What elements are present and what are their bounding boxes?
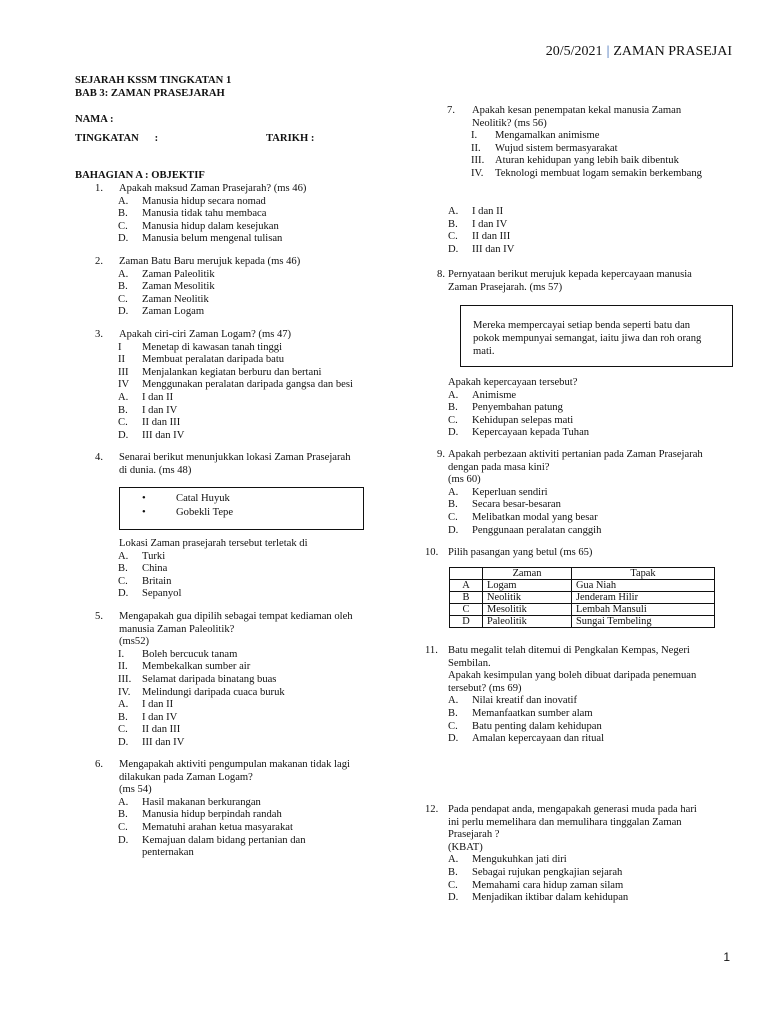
table-header-row bbox=[450, 568, 715, 580]
q6-text-line2: dilakukan pada Zaman Logam? bbox=[119, 771, 253, 783]
q8-option-text[interactable]: Kepercayaan kepada Tuhan bbox=[472, 427, 590, 439]
q3-item-label: I bbox=[118, 341, 122, 353]
q7-option-label[interactable]: A. bbox=[448, 206, 459, 217]
q4-box-item: Gobekli Tepe bbox=[176, 507, 234, 518]
table-cell-option: B bbox=[450, 592, 483, 604]
q5-option-text[interactable]: II dan III bbox=[142, 724, 181, 736]
q7-item-label: II. bbox=[471, 142, 481, 154]
q12-text-line4: (KBAT) bbox=[448, 841, 483, 853]
section-title: BAHAGIAN A : OBJEKTIF bbox=[75, 170, 205, 181]
q8-option-text[interactable]: Penyembahan patung bbox=[472, 402, 563, 414]
q5-item-text: Boleh bercucuk tanam bbox=[142, 648, 238, 660]
q8-text-line1: Pernyataan berikut merujuk kepada kepercayaan manusia bbox=[448, 269, 692, 280]
doc-line2: BAB 3: ZAMAN PRASEJARAH bbox=[75, 88, 225, 99]
q6-option-text[interactable]: Kemajuan dalam bidang pertanian dan bbox=[142, 834, 306, 846]
q3-option-text[interactable]: I dan II bbox=[142, 392, 174, 403]
table-cell-zaman: Neolitik bbox=[483, 592, 572, 604]
q4-option-label[interactable]: A. bbox=[118, 550, 129, 562]
q5-item-text: Melindungi daripada cuaca buruk bbox=[142, 686, 285, 698]
q8-option-label[interactable]: A. bbox=[448, 389, 459, 401]
q2-option-text[interactable]: Zaman Logam bbox=[142, 306, 205, 318]
q7-number: 7. bbox=[447, 105, 455, 116]
q4-text-line2: di dunia. (ms 48) bbox=[119, 464, 192, 476]
q4-location-box bbox=[119, 487, 364, 530]
table-row[interactable] bbox=[450, 592, 715, 604]
table-row[interactable] bbox=[450, 604, 715, 616]
q10-text: Pilih pasangan yang betul (ms 65) bbox=[448, 547, 593, 558]
q3-item-label: II bbox=[118, 354, 126, 366]
q12-option-text[interactable]: Sebagai rujukan pengkajian sejarah bbox=[472, 867, 623, 878]
q5-option-text[interactable]: I dan II bbox=[142, 699, 174, 711]
q12-option-label[interactable]: B. bbox=[448, 867, 458, 878]
q7-option-text[interactable]: III dan IV bbox=[472, 243, 515, 255]
q9-option-label[interactable]: D. bbox=[448, 524, 459, 536]
q9-option-text[interactable]: Keperluan sendiri bbox=[472, 486, 548, 498]
q5-number: 5. bbox=[95, 611, 103, 622]
page-number: 1 bbox=[723, 950, 730, 964]
q5-option-label[interactable]: B. bbox=[118, 711, 128, 723]
q9-option-label[interactable]: B. bbox=[448, 499, 458, 511]
q5-option-label[interactable]: C. bbox=[118, 724, 128, 736]
q3-option-label[interactable]: C. bbox=[118, 417, 128, 429]
q4-number: 4. bbox=[95, 452, 103, 463]
q11-text-line1: Batu megalit telah ditemui di Pengkalan Kempas, Negeri bbox=[448, 645, 690, 656]
q1-option-text[interactable]: Manusia hidup dalam kesejukan bbox=[142, 220, 279, 232]
page-header bbox=[546, 44, 732, 60]
q5-option-text[interactable]: III dan IV bbox=[142, 737, 185, 748]
table-cell-option: A bbox=[450, 580, 483, 592]
table-cell-tapak: Jenderam Hilir bbox=[572, 592, 715, 604]
q8-option-label[interactable]: D. bbox=[448, 427, 459, 439]
q8-box-line3: mati. bbox=[473, 346, 495, 357]
nama-label: NAMA : bbox=[75, 114, 114, 125]
q2-option-label[interactable]: A. bbox=[118, 268, 129, 280]
q6-option-text[interactable]: Mematuhi arahan ketua masyarakat bbox=[142, 822, 293, 833]
q9-option-text[interactable]: Penggunaan peralatan canggih bbox=[472, 524, 602, 536]
q3-option-text[interactable]: II dan III bbox=[142, 417, 181, 429]
q8-option-label[interactable]: C. bbox=[448, 414, 458, 426]
q4-option-label[interactable]: D. bbox=[118, 588, 129, 600]
q4-text-line1: Senarai berikut menunjukkan lokasi Zaman Prasejarah bbox=[119, 452, 351, 463]
q1-option-label[interactable]: C. bbox=[118, 220, 128, 232]
q8-statement-box bbox=[460, 305, 733, 367]
q5-text-line3: (ms52) bbox=[119, 636, 150, 648]
q11-number: 11. bbox=[425, 645, 438, 656]
q12-option-text[interactable]: Menjadikan iktibar dalam kehidupan bbox=[472, 892, 629, 904]
bullet-icon: • bbox=[142, 493, 146, 504]
q6-option-text[interactable]: Hasil makanan berkurangan bbox=[142, 796, 261, 808]
q9-option-label[interactable]: A. bbox=[448, 486, 459, 498]
q11-text-line3: Apakah kesimpulan yang boleh dibuat daripada penemuan bbox=[448, 670, 697, 682]
q7-option-text[interactable]: I dan II bbox=[472, 206, 504, 217]
q11-option-text[interactable]: Amalan kepercayaan dan ritual bbox=[472, 733, 605, 745]
q5-item-text: Selamat daripada binatang buas bbox=[142, 674, 277, 685]
q10-table bbox=[449, 567, 715, 628]
q8-option-text[interactable]: Kehidupan selepas mati bbox=[472, 414, 574, 426]
q3-item-text: Menjalankan kegiatan berburu dan bertani bbox=[142, 366, 322, 378]
q2-option-text[interactable]: Zaman Mesolitik bbox=[142, 281, 215, 293]
q4-option-text[interactable]: Britain bbox=[142, 575, 172, 587]
q12-text-line3: Prasejarah ? bbox=[448, 829, 500, 841]
q11-option-text[interactable]: Nilai kreatif dan inovatif bbox=[472, 695, 578, 707]
q12-option-label[interactable]: A. bbox=[448, 854, 459, 866]
q2-option-text[interactable]: Zaman Neolitik bbox=[142, 293, 209, 305]
q8-box-line1: Mereka mempercayai setiap benda seperti batu dan bbox=[473, 320, 691, 331]
q7-option-text[interactable]: II dan III bbox=[472, 231, 511, 243]
q12-option-text[interactable]: Mengukuhkan jati diri bbox=[472, 854, 567, 866]
q9-number: 9. bbox=[437, 449, 445, 460]
q3-option-label[interactable]: B. bbox=[118, 404, 128, 416]
q7-item-label: I. bbox=[471, 130, 478, 142]
q9-text-line3: (ms 60) bbox=[448, 474, 481, 486]
q11-text-line4: tersebut? (ms 69) bbox=[448, 682, 522, 694]
q7-item-text: Aturan kehidupan yang lebih baik dibentuk bbox=[495, 155, 679, 167]
q5-item-label: I. bbox=[118, 648, 125, 660]
q3-item-text: Menetap di kawasan tanah tinggi bbox=[142, 341, 283, 353]
q7-text-line1: Apakah kesan penempatan kekal manusia Zaman bbox=[472, 105, 682, 116]
q9-option-label[interactable]: C. bbox=[448, 512, 458, 523]
q1-option-label[interactable]: A. bbox=[118, 195, 129, 207]
q6-option-text[interactable]: Manusia hidup berpindah randah bbox=[142, 809, 282, 821]
q4-option-text[interactable]: China bbox=[142, 563, 168, 575]
q7-option-label[interactable]: B. bbox=[448, 218, 458, 230]
q1-option-text[interactable]: Manusia belum mengenal tulisan bbox=[142, 233, 283, 245]
q2-option-label[interactable]: D. bbox=[118, 306, 129, 318]
q8-option-text[interactable]: Animisme bbox=[472, 389, 517, 401]
q6-option-text-cont[interactable]: penternakan bbox=[142, 847, 194, 859]
q3-option-label[interactable]: A. bbox=[118, 392, 129, 403]
q5-text-line1: Mengapakah gua dipilih sebagai tempat kediaman oleh bbox=[119, 611, 353, 622]
q6-text-line1: Mengapakah aktiviti pengumpulan makanan tidak lagi bbox=[119, 759, 350, 770]
table-cell-tapak: Sungai Tembeling bbox=[572, 616, 715, 628]
q9-option-text[interactable]: Secara besar-besaran bbox=[472, 499, 561, 511]
q3-option-text[interactable]: III dan IV bbox=[142, 429, 185, 441]
q5-item-label: III. bbox=[118, 674, 132, 685]
table-cell-zaman: Logam bbox=[483, 580, 572, 592]
table-header-cell: Zaman bbox=[483, 568, 572, 580]
table-header-cell bbox=[450, 568, 483, 580]
q7-item-label: IV. bbox=[471, 168, 484, 179]
q4-option-text[interactable]: Turki bbox=[142, 550, 166, 562]
q5-text-line2: manusia Zaman Paleolitik? bbox=[119, 623, 235, 635]
q9-text-line2: dengan pada masa kini? bbox=[448, 461, 550, 473]
q9-option-text[interactable]: Melibatkan modal yang besar bbox=[472, 512, 598, 523]
q7-option-text[interactable]: I dan IV bbox=[472, 218, 508, 230]
q11-text-line2: Sembilan. bbox=[448, 657, 491, 669]
q6-option-label[interactable]: C. bbox=[118, 822, 128, 833]
q7-item-label: III. bbox=[471, 155, 485, 167]
q12-text-line1: Pada pendapat anda, mengapakah generasi muda pada hari bbox=[448, 804, 697, 815]
q3-item-text: Menggunakan peralatan daripada gangsa dan besi bbox=[142, 379, 353, 391]
q3-option-label[interactable]: D. bbox=[118, 429, 129, 441]
q8-box-line2: pokok mempunyai semangat, iaitu jiwa dan roh orang bbox=[473, 333, 702, 344]
q11-option-text[interactable]: Batu penting dalam kehidupan bbox=[472, 720, 602, 732]
q7-item-text: Teknologi membuat logam semakin berkembang bbox=[495, 168, 702, 179]
header-title: ZAMAN PRASEJAI bbox=[613, 44, 732, 59]
q2-option-label[interactable]: B. bbox=[118, 281, 128, 293]
q10-number: 10. bbox=[425, 547, 439, 558]
q5-option-label[interactable]: D. bbox=[118, 737, 129, 748]
q9-text-line1: Apakah perbezaan aktiviti pertanian pada Zaman Prasejarah bbox=[448, 449, 703, 460]
q1-text: Apakah maksud Zaman Prasejarah? (ms 46) bbox=[119, 183, 307, 194]
q5-option-text[interactable]: I dan IV bbox=[142, 711, 178, 723]
table-row[interactable] bbox=[450, 580, 715, 592]
q8-number: 8. bbox=[437, 269, 445, 280]
q6-number: 6. bbox=[95, 759, 103, 770]
q12-number: 12. bbox=[425, 804, 439, 815]
table-cell-option: D bbox=[450, 616, 483, 628]
q2-number: 2. bbox=[95, 256, 103, 267]
q4-box-item: Catal Huyuk bbox=[176, 493, 230, 504]
tingkatan-label: TINGKATAN : bbox=[75, 133, 159, 144]
q2-option-text[interactable]: Zaman Paleolitik bbox=[142, 268, 215, 280]
q1-option-label[interactable]: D. bbox=[118, 233, 129, 245]
bullet-icon: • bbox=[142, 507, 146, 518]
q4-option-label[interactable]: B. bbox=[118, 563, 128, 575]
q7-option-label[interactable]: D. bbox=[448, 243, 459, 255]
q4-option-text[interactable]: Sepanyol bbox=[142, 588, 182, 600]
q3-item-text: Membuat peralatan daripada batu bbox=[142, 354, 285, 366]
q4-prompt: Lokasi Zaman prasejarah tersebut terletak di bbox=[119, 538, 308, 549]
q6-option-label[interactable]: D. bbox=[118, 834, 129, 846]
q3-number: 3. bbox=[95, 329, 103, 340]
q6-option-label[interactable]: B. bbox=[118, 809, 128, 821]
header-separator: | bbox=[606, 44, 610, 59]
q8-prompt: Apakah kepercayaan tersebut? bbox=[448, 377, 578, 388]
q2-text: Zaman Batu Baru merujuk kepada (ms 46) bbox=[119, 256, 301, 267]
q7-item-text: Mengamalkan animisme bbox=[495, 130, 600, 142]
q11-option-label[interactable]: A. bbox=[448, 695, 459, 707]
q11-option-text[interactable]: Memanfaatkan sumber alam bbox=[472, 708, 593, 719]
q1-number: 1. bbox=[95, 183, 103, 194]
table-cell-option: C bbox=[450, 604, 483, 616]
table-header-cell: Tapak bbox=[572, 568, 715, 580]
q12-text-line2: ini perlu memelihara dan memulihara tinggalan Zaman bbox=[448, 816, 682, 828]
q3-item-label: IV bbox=[118, 379, 130, 391]
doc-line1: SEJARAH KSSM TINGKATAN 1 bbox=[75, 75, 232, 86]
table-cell-tapak: Lembah Mansuli bbox=[572, 604, 715, 616]
q12-option-text[interactable]: Memahami cara hidup zaman silam bbox=[472, 879, 624, 891]
table-cell-tapak: Gua Niah bbox=[572, 580, 715, 592]
q3-text: Apakah ciri-ciri Zaman Logam? (ms 47) bbox=[119, 329, 292, 340]
q12-option-label[interactable]: C. bbox=[448, 879, 458, 891]
q4-option-label[interactable]: C. bbox=[118, 575, 128, 587]
q7-text-line2: Neolitik? (ms 56) bbox=[472, 117, 547, 129]
q8-option-label[interactable]: B. bbox=[448, 402, 458, 414]
q1-option-text[interactable]: Manusia hidup secara nomad bbox=[142, 195, 266, 207]
q6-text-line3: (ms 54) bbox=[119, 784, 152, 796]
q1-option-label[interactable]: B. bbox=[118, 208, 128, 220]
q12-option-label[interactable]: D. bbox=[448, 892, 459, 904]
q11-option-label[interactable]: C. bbox=[448, 720, 458, 732]
q11-option-label[interactable]: B. bbox=[448, 708, 458, 719]
q11-option-label[interactable]: D. bbox=[448, 733, 459, 745]
q5-item-label: II. bbox=[118, 661, 128, 673]
q5-item-text: Membekalkan sumber air bbox=[142, 661, 251, 673]
q7-item-text: Wujud sistem bermasyarakat bbox=[495, 142, 618, 154]
q3-option-text[interactable]: I dan IV bbox=[142, 404, 178, 416]
q6-option-label[interactable]: A. bbox=[118, 796, 129, 808]
q3-item-label: III bbox=[118, 366, 129, 378]
q5-item-label: IV. bbox=[118, 686, 131, 698]
table-cell-zaman: Paleolitik bbox=[483, 616, 572, 628]
q7-option-label[interactable]: C. bbox=[448, 231, 458, 243]
q2-option-label[interactable]: C. bbox=[118, 293, 128, 305]
header-date: 20/5/2021 bbox=[545, 44, 603, 59]
q8-text-line2: Zaman Prasejarah. (ms 57) bbox=[448, 281, 563, 293]
q1-option-text[interactable]: Manusia tidak tahu membaca bbox=[142, 208, 267, 220]
q5-option-label[interactable]: A. bbox=[118, 699, 129, 711]
table-cell-zaman: Mesolitik bbox=[483, 604, 572, 616]
tarikh-label: TARIKH : bbox=[266, 133, 315, 144]
table-row[interactable] bbox=[450, 616, 715, 628]
